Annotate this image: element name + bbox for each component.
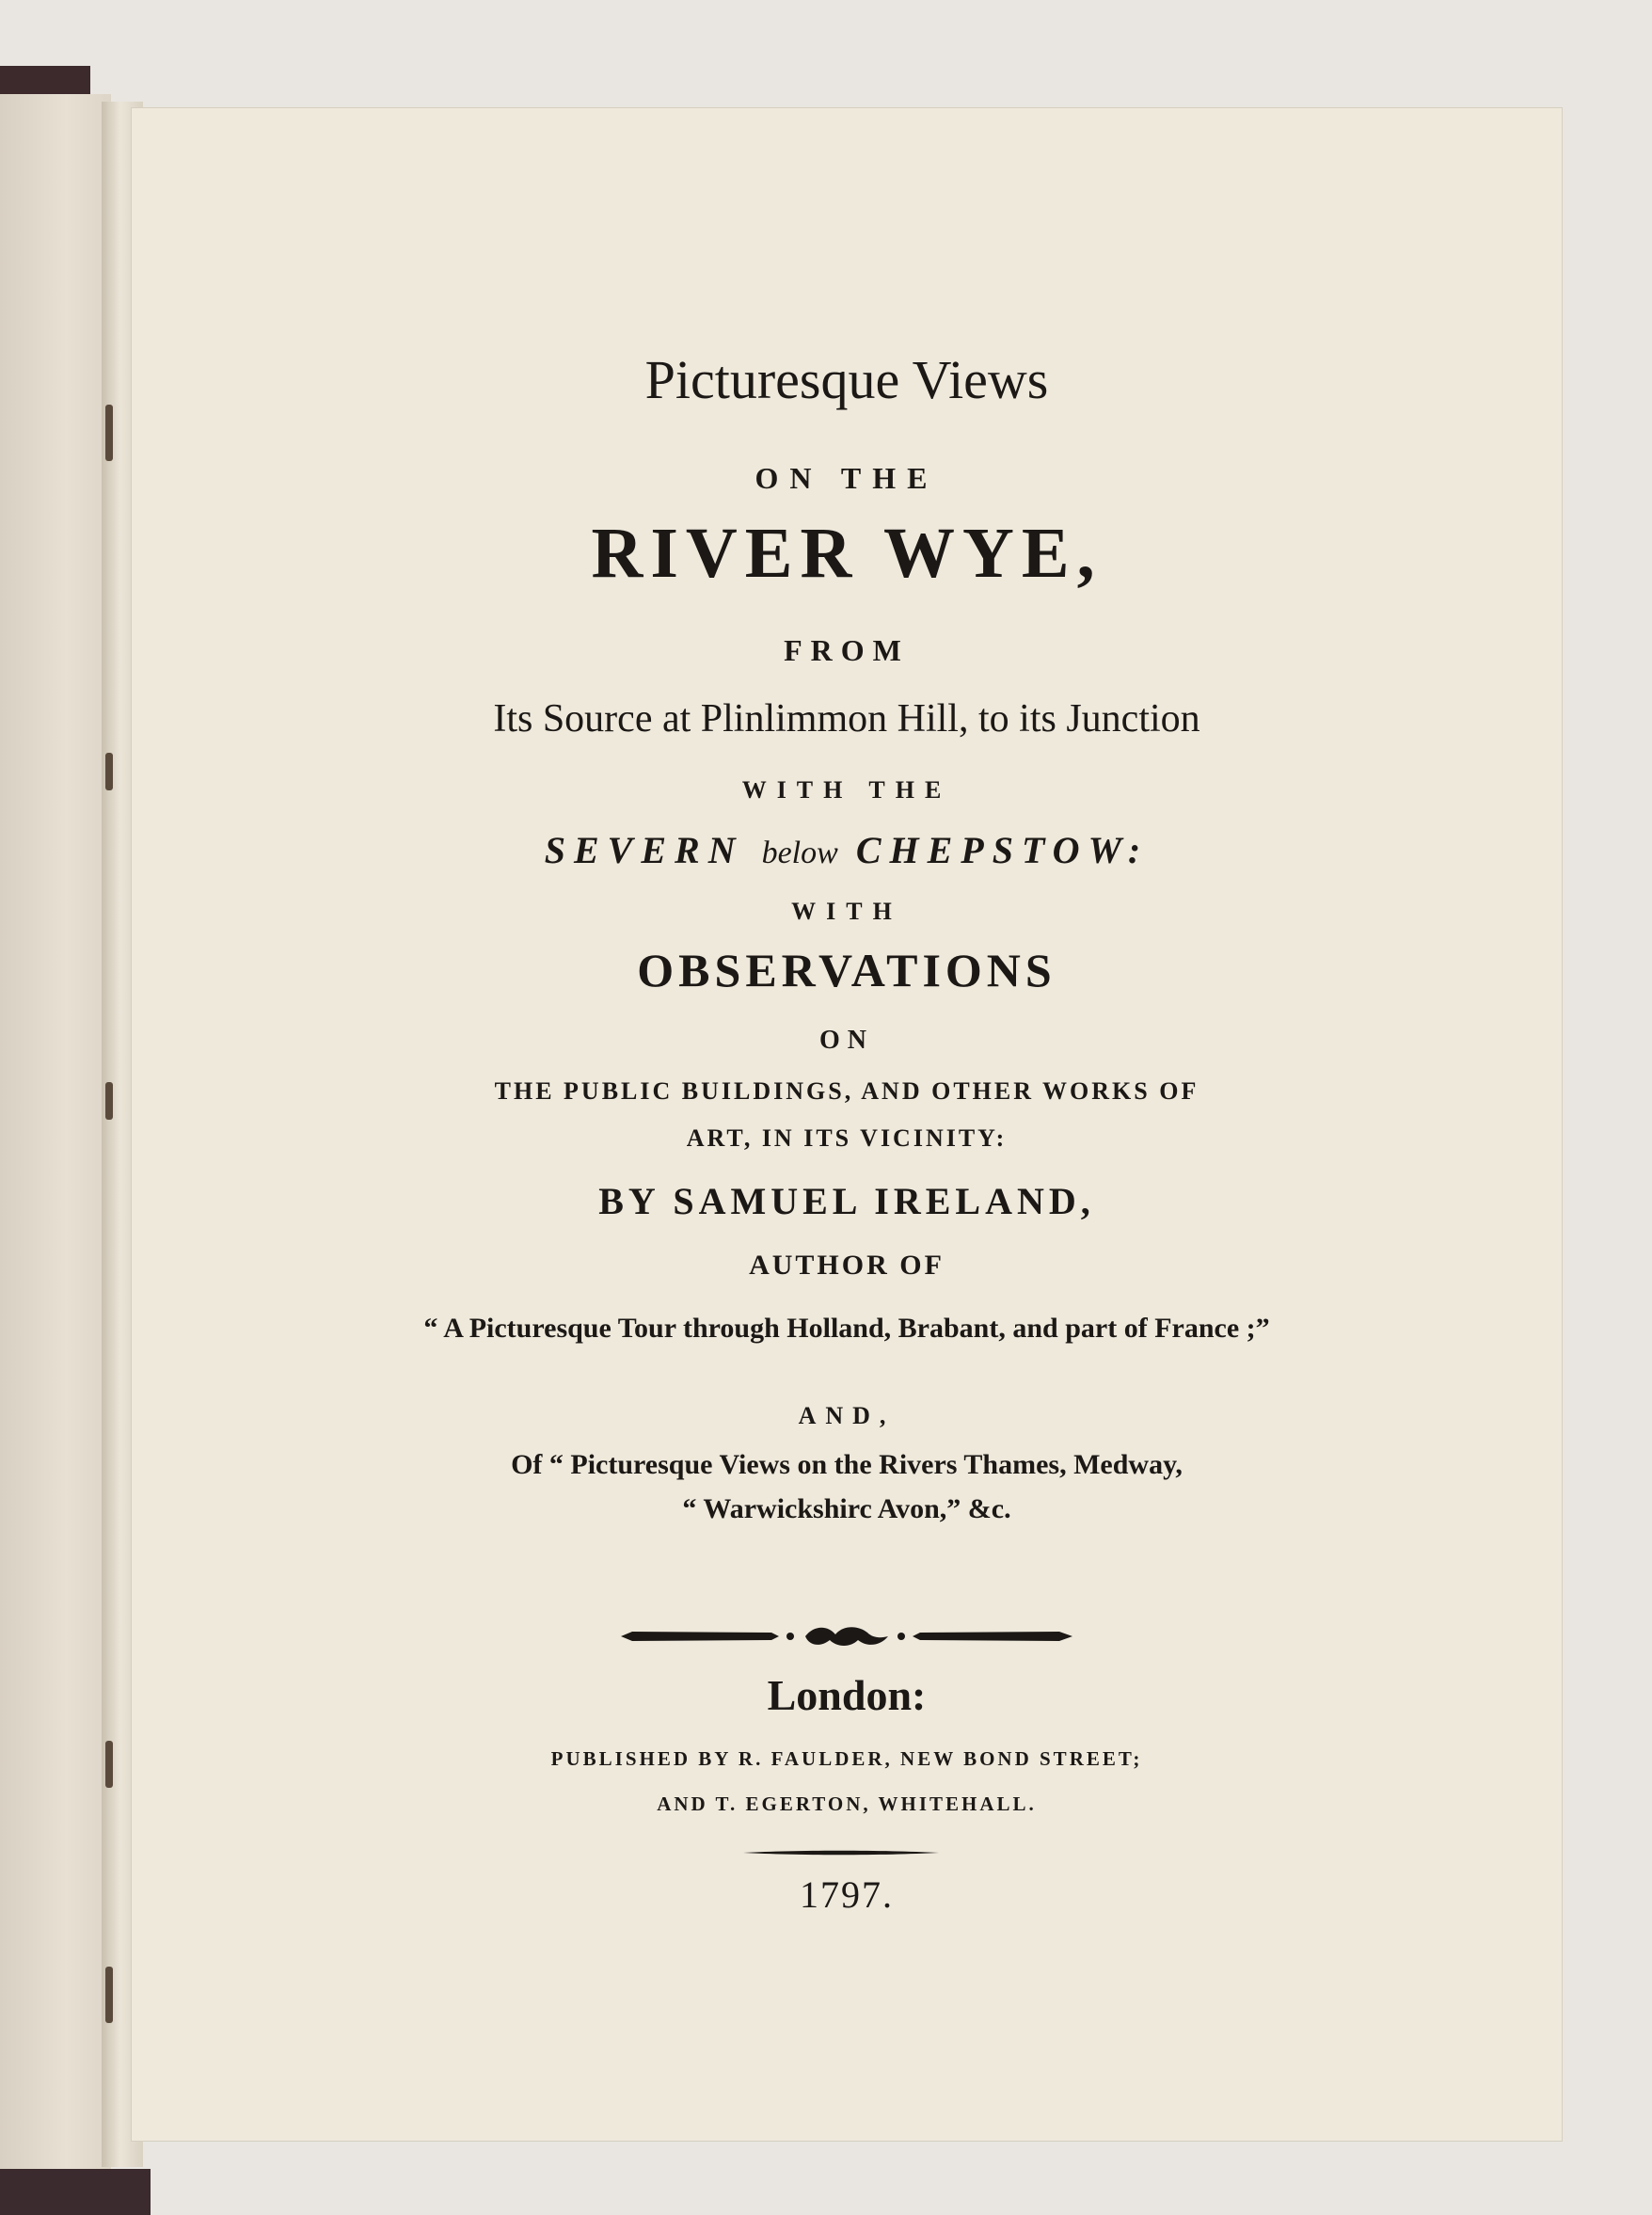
author-line: BY SAMUEL IRELAND, [598, 1180, 1095, 1222]
previous-work-2: Of “ Picturesque Views on the Rivers Thames, Medway, [511, 1449, 1183, 1480]
imprint-city: London: [767, 1671, 927, 1719]
title-connector: ON THE [755, 461, 939, 495]
binding-thread [105, 1082, 113, 1120]
title-page [132, 108, 1562, 2141]
with-the-label: WITH THE [741, 776, 952, 804]
binding-thread [105, 1741, 113, 1788]
severn-word: SEVERN [544, 829, 744, 871]
and-label: AND, [798, 1402, 896, 1429]
severn-line [132, 828, 1562, 872]
binding-thread [105, 1967, 113, 2023]
subject-line-1: THE PUBLIC BUILDINGS, AND OTHER WORKS OF [494, 1077, 1199, 1105]
ornament-divider [621, 1623, 1072, 1649]
previous-work-1: “ A Picturesque Tour through Holland, Brabant, and part of France ;” [423, 1313, 1270, 1344]
from-label: FROM [784, 633, 910, 667]
with-label: WITH [791, 898, 902, 925]
source-line: Its Source at Plinlimmon Hill, to its Junction [493, 697, 1200, 741]
book-binding-bottom [0, 2169, 151, 2215]
below-word: below [761, 836, 838, 870]
left-endpaper [0, 94, 111, 2169]
tapered-rule [743, 1847, 939, 1858]
chepstow-word: CHEPSTOW: [855, 829, 1150, 871]
observations-heading: OBSERVATIONS [637, 944, 1056, 996]
main-title: Picturesque Views [644, 349, 1049, 410]
on-label: ON [819, 1026, 874, 1055]
previous-work-2-cont: “ Warwickshirc Avon,” &c. [682, 1493, 1011, 1524]
publication-year: 1797. [800, 1873, 894, 1916]
publisher-line-1: PUBLISHED BY R. FAULDER, NEW BOND STREET; [550, 1747, 1143, 1770]
river-name: RIVER WYE, [591, 514, 1103, 593]
subject-line-2: ART, IN ITS VICINITY: [686, 1124, 1008, 1152]
author-of-label: AUTHOR OF [749, 1250, 945, 1281]
binding-thread [105, 405, 113, 461]
binding-thread [105, 753, 113, 790]
publisher-line-2: AND T. EGERTON, WHITEHALL. [657, 1793, 1037, 1815]
